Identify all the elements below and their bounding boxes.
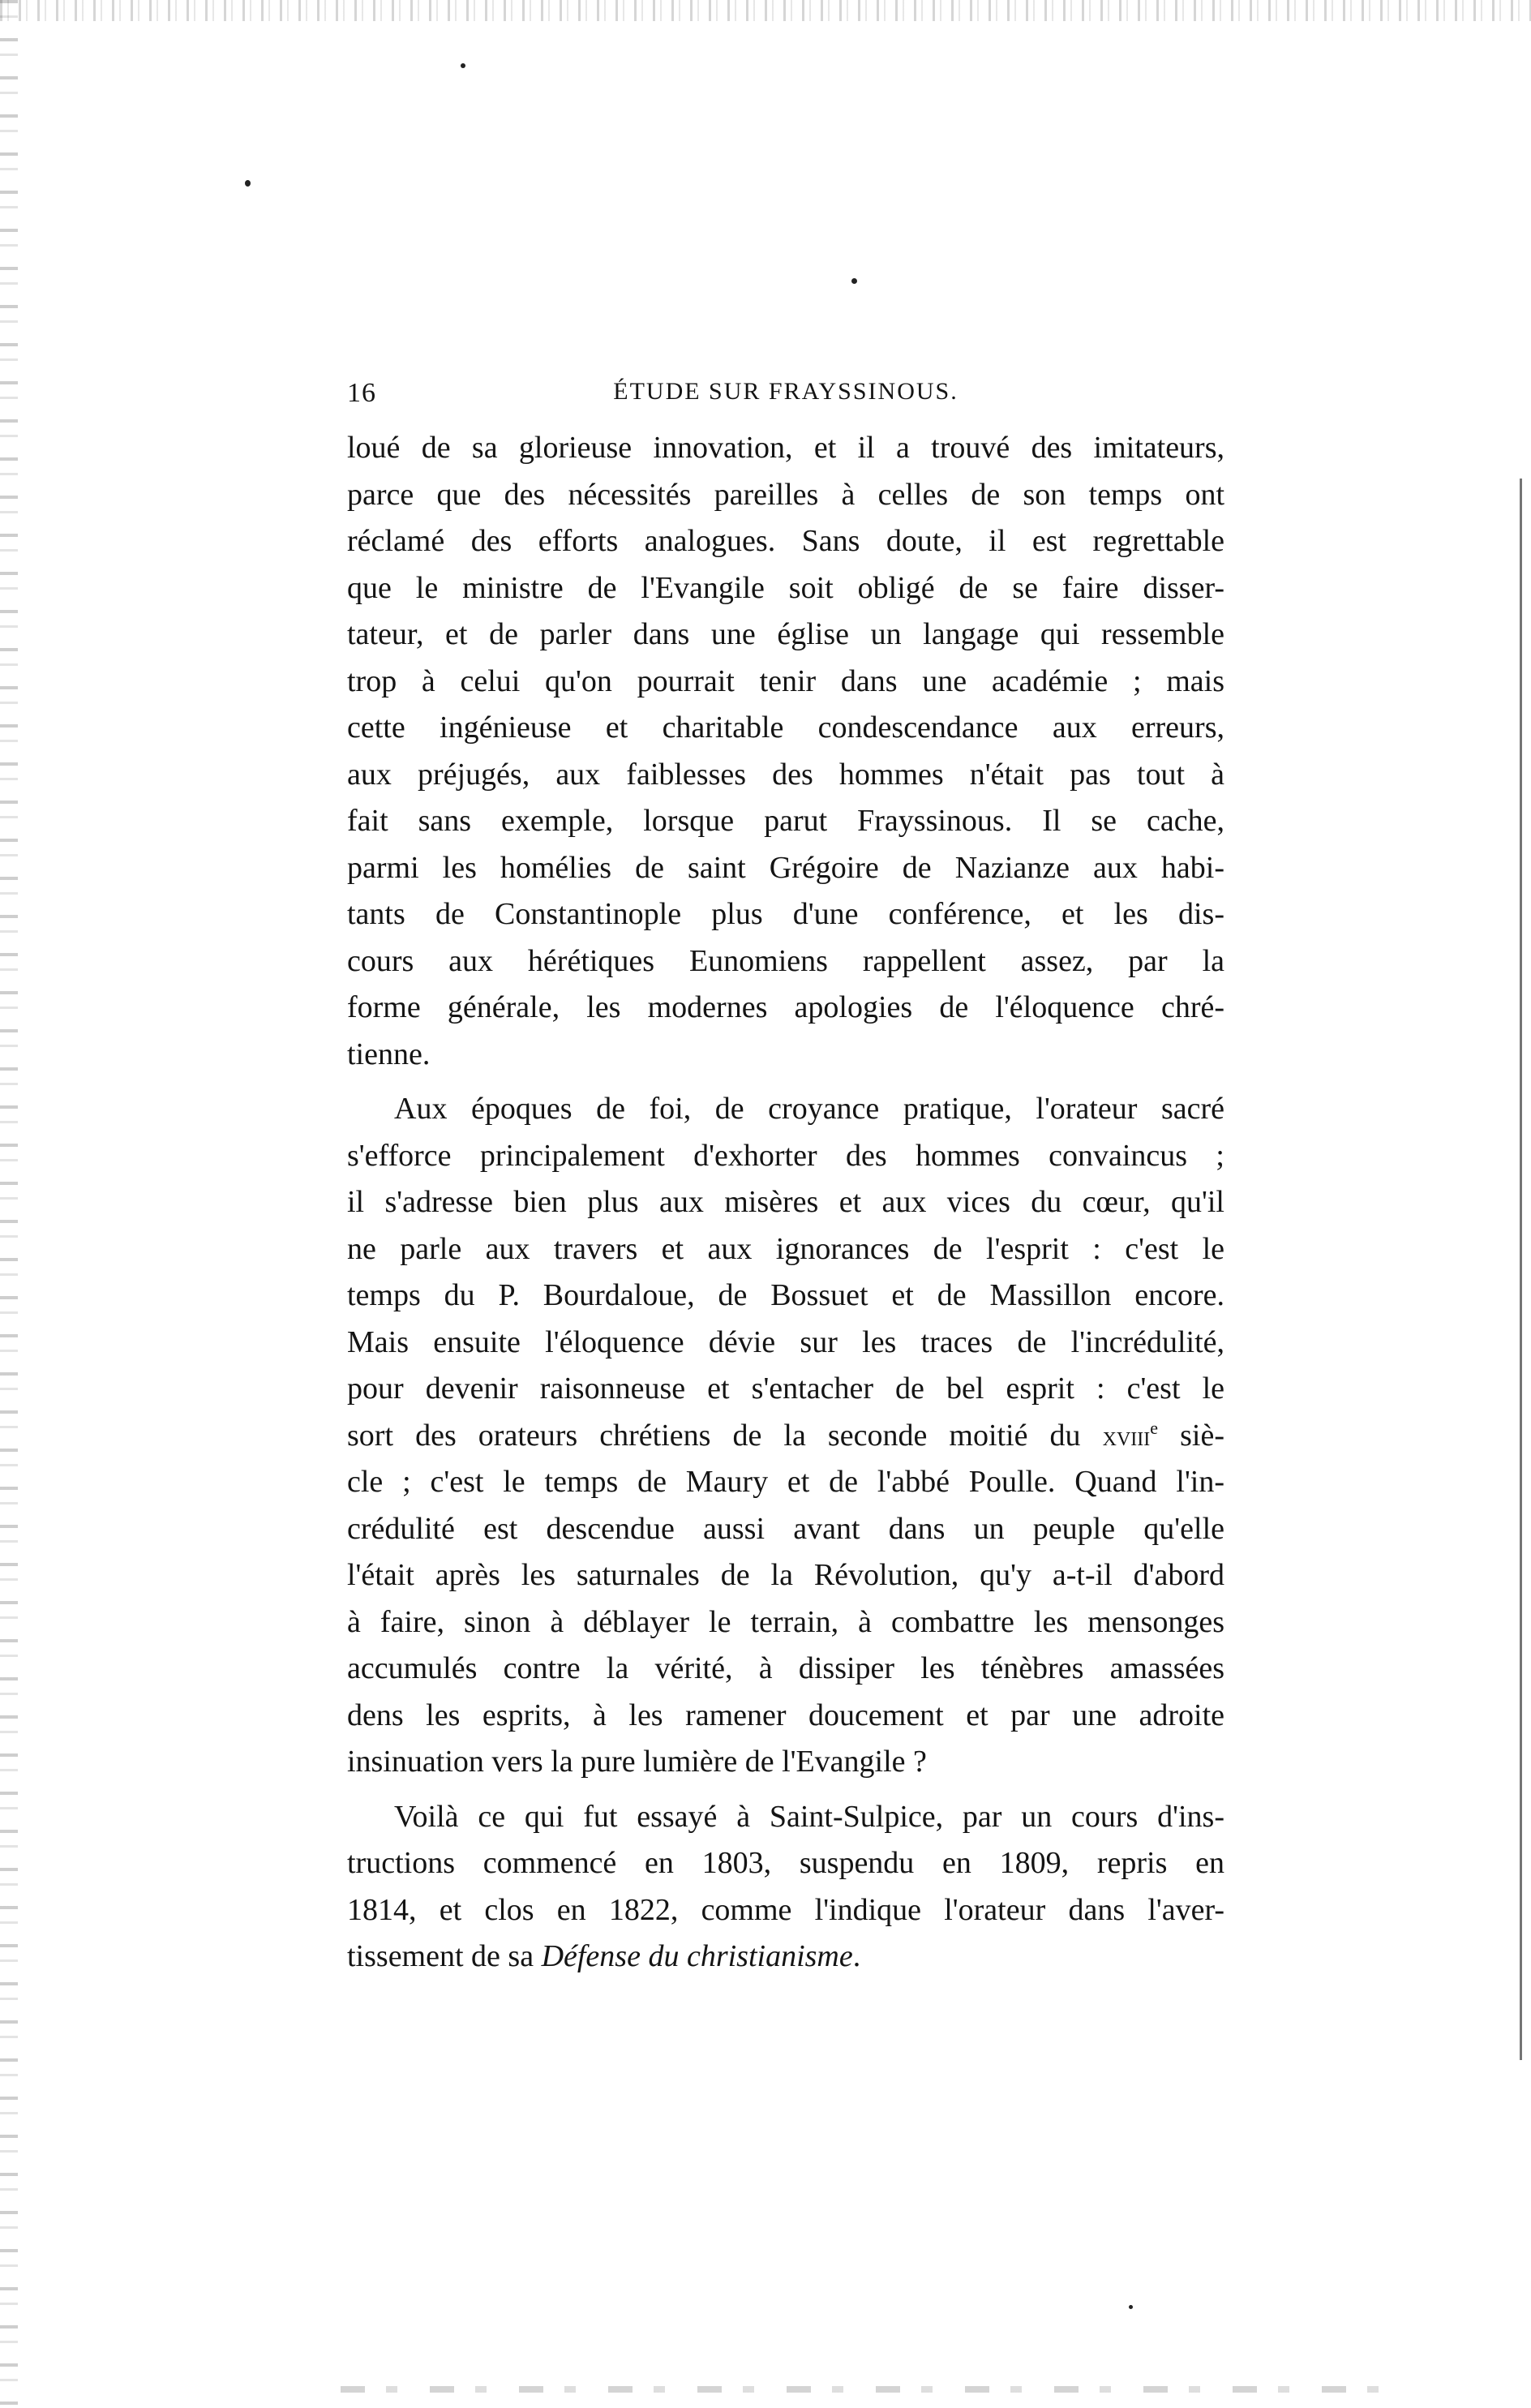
text-line: s'efforce principalement d'exhorter des hommes convaincus ;: [347, 1138, 1224, 1173]
text-line: il s'adresse bien plus aux misères et aux vices du cœur, qu'il: [347, 1185, 1224, 1219]
text-line: tructions commencé en 1803, suspendu en 1809, repris en: [347, 1846, 1224, 1880]
paragraph: [347, 1086, 1224, 1786]
text-line: à faire, sinon à déblayer le terrain, à combattre les mensonges: [347, 1604, 1224, 1639]
paragraph: [347, 1794, 1224, 1981]
text-line: crédulité est descendue aussi avant dans un peuple qu'elle: [347, 1511, 1224, 1546]
text-line: ne parle aux travers et aux ignorances de l'esprit : c'est le: [347, 1231, 1224, 1266]
text-line: pour devenir raisonneuse et s'entacher de bel esprit : c'est le: [347, 1371, 1224, 1406]
text-line: accumulés contre la vérité, à dissiper les ténèbres amassées: [347, 1651, 1224, 1685]
page-number: 16: [347, 378, 376, 408]
text-line: parmi les homélies de saint Grégoire de Nazianze aux habi-: [347, 850, 1224, 885]
text-line: dens les esprits, à les ramener doucement et par une adroite: [347, 1698, 1224, 1732]
text-line: tateur, et de parler dans une église un langage qui ressemble: [347, 617, 1224, 651]
scan-edge-left: [0, 0, 18, 2408]
century-numeral: xviii: [1102, 1421, 1151, 1452]
text-line: cette ingénieuse et charitable condescendance aux erreurs,: [347, 710, 1224, 745]
paragraph: [347, 425, 1224, 1078]
body-text: [347, 425, 1224, 1981]
text-line: Mais ensuite l'éloquence dévie sur les traces de l'incrédulité,: [347, 1324, 1224, 1359]
text-line: 1814, et clos en 1822, comme l'indique l'orateur dans l'aver-: [347, 1892, 1224, 1927]
scan-edge-bottom: [341, 2386, 1395, 2393]
text-line: l'était après les saturnales de la Révolution, qu'y a-t-il d'abord: [347, 1558, 1224, 1592]
scan-edge-top: [0, 0, 1531, 21]
scan-speck: [245, 180, 251, 187]
text-line: réclamé des efforts analogues. Sans doute, il est regrettable: [347, 524, 1224, 558]
scan-speck: [1129, 2305, 1133, 2309]
text-line: forme générale, les modernes apologies de l'éloquence chré-: [347, 990, 1224, 1024]
text-run: sort des orateurs chrétiens de la seconde moitié du: [347, 1418, 1103, 1453]
text-line: Aux époques de foi, de croyance pratique, l'orateur sacré: [394, 1092, 1224, 1126]
text-line: insinuation vers la pure lumière de l'Evangile ?: [347, 1745, 927, 1779]
text-line: trop à celui qu'on pourrait tenir dans une académie ; mais: [347, 663, 1224, 698]
running-title: ÉTUDE SUR FRAYSSINOUS.: [613, 378, 958, 405]
text-line: Voilà ce qui fut essayé à Saint-Sulpice, par un cours d'ins-: [394, 1799, 1224, 1834]
text-line: parce que des nécessités pareilles à celles de son temps ont: [347, 477, 1224, 512]
text-line: que le ministre de l'Evangile soit obligé de se faire disser-: [347, 570, 1224, 605]
text-line: cours aux hérétiques Eunomiens rappellent assez, par la: [347, 943, 1224, 978]
text-run: siè-: [1158, 1418, 1224, 1453]
text-line: tants de Constantinople plus d'une conférence, et les dis-: [347, 897, 1224, 931]
text-line: [347, 1413, 1224, 1460]
text-line: temps du P. Bourdaloue, de Bossuet et de Massillon encore.: [347, 1278, 1224, 1312]
text-line: fait sans exemple, lorsque parut Frayssinous. Il se cache,: [347, 804, 1224, 838]
text-line: aux préjugés, aux faiblesses des hommes n'était pas tout à: [347, 757, 1224, 792]
scan-speck: [461, 63, 465, 68]
text-line: loué de sa glorieuse innovation, et il a trouvé des imitateurs,: [347, 431, 1224, 465]
running-header: [347, 375, 1224, 414]
superscript: e: [1150, 1417, 1159, 1438]
text-run: .: [852, 1939, 861, 1973]
text-run: tissement de sa: [347, 1939, 542, 1973]
text-line: tienne.: [347, 1037, 431, 1071]
text-line: [347, 1934, 1224, 1981]
scan-speck: [851, 278, 857, 284]
book-title: Défense du christianisme: [541, 1939, 853, 1973]
scan-edge-right: [1520, 479, 1522, 2060]
text-line: cle ; c'est le temps de Maury et de l'abbé Poulle. Quand l'in-: [347, 1465, 1224, 1499]
